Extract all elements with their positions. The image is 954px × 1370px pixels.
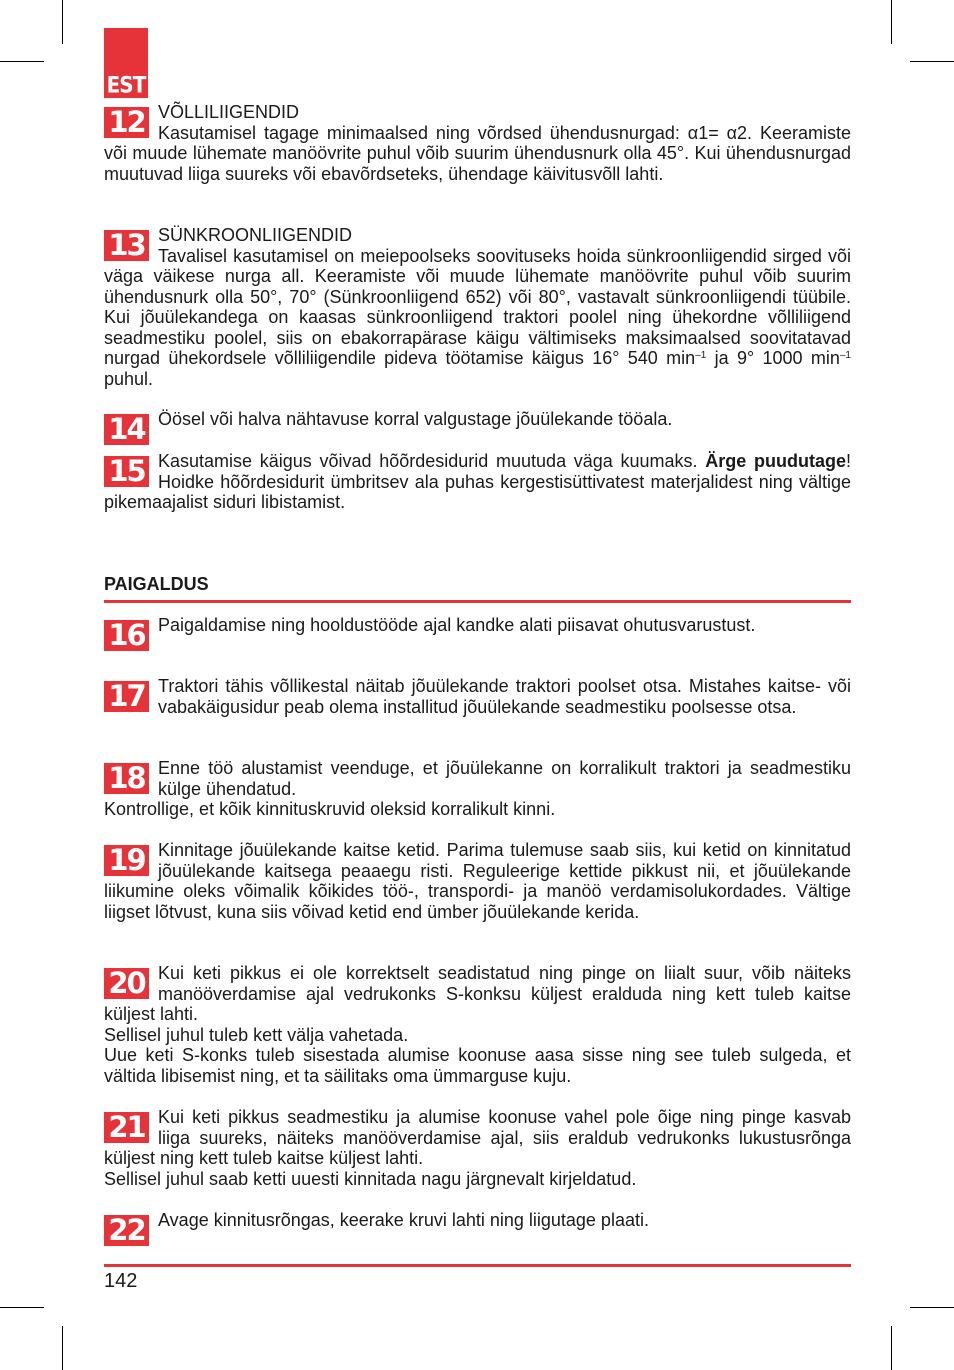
item-number: 16 [104,620,149,651]
footer-rule [104,1264,851,1267]
language-tab [104,28,148,98]
item-text: ! Hoidke hõõrdesidurit ümbritsev ala puhas kergestisüttivatest materjalidest ning vältige pikemaajalist siduri libistamist. [104,451,852,512]
item-number: 13 [104,230,149,261]
item-text: Paigaldamise ning hooldustööde ajal kandke alati piisavat ohutusvarustust. [158,615,756,635]
item-text: Traktori tähis võllikestal näitab jõuülekande traktori poolset otsa. Mistahes kaitse- või vabakäigusidur peab olema installitud jõuülekande seadmestiku poolsesse otsa. [158,676,851,717]
crop-mark [910,1307,954,1308]
item-number: 18 [104,763,149,794]
item-text: Kui keti pikkus seadmestiku ja alumise koonuse vahel pole õige ning pinge kasvab liiga suureks, näiteks manööverdamise ajal, siis eraldub vedrukonks lukustusrõnga küljest ning kett tuleb kaitse küljest lahti. [104,1107,851,1168]
item-number: 12 [104,107,149,138]
crop-mark [891,0,892,44]
crop-mark [62,1326,63,1370]
item-number: 14 [104,414,149,445]
warning-emphasis: Ärge puudutage [705,451,846,471]
crop-mark [0,61,44,62]
item-text: Sellisel juhul saab ketti uuesti kinnitada nagu järgnevalt kirjeldatud. [104,1168,637,1189]
item-text: Uue keti S-konks tuleb sisestada alumise koonuse aasa sisse ning see tuleb sulgeda, et vältida libisemist ning, et ta säilitaks oma ümmarguse kuju. [104,1045,851,1086]
item-16 [104,615,851,651]
item-text: Kui keti pikkus ei ole korrektselt seadistatud ning pinge on liialt suur, võib näiteks manööverdamise ajal vedrukonks S-konksu küljest eralduda ning kett tuleb kaitse küljest lahti. [104,963,851,1024]
item-number: 17 [104,681,149,712]
item-number: 21 [104,1112,149,1143]
item-number: 20 [104,968,149,999]
item-13 [104,225,851,389]
item-14 [104,409,851,445]
item-21 [104,1107,851,1189]
item-text: Kasutamise käigus võivad hõõrdesidurid muutuda väga kuumaks. [158,451,706,471]
item-text: Sellisel juhul tuleb kett välja vahetada. [104,1024,409,1045]
item-title: VÕLLILIIGENDID [158,102,300,122]
item-number: 15 [104,456,149,487]
item-text: Kontrollige, et kõik kinnituskruvid oleksid korralikult kinni. [104,799,556,819]
crop-mark [62,0,63,44]
item-18 [104,758,851,820]
crop-mark [0,1307,44,1308]
crop-mark [891,1326,892,1370]
item-15 [104,451,851,513]
section-title: PAIGALDUS [104,574,209,594]
item-text: Enne töö alustamist veenduge, et jõuülekanne on korralikult traktori ja seadmestiku külge ühendatud. [158,758,851,799]
superscript: –1 [839,350,851,361]
item-text: ja 9° 1000 min [706,348,840,368]
crop-mark [910,61,954,62]
item-19 [104,840,851,922]
section-rule [104,600,851,603]
superscript: –1 [695,350,707,361]
item-text: Avage kinnitusrõngas, keerake kruvi lahti ning liigutage plaati. [158,1210,649,1230]
item-number: 22 [104,1215,149,1246]
item-number: 19 [104,845,149,876]
item-text: puhul. [104,368,154,389]
page-number: 142 [104,1270,138,1292]
item-17 [104,676,851,717]
item-text: Kasutamisel tagage minimaalsed ning võrdsed ühendusnurgad: α1= α2. Keeramiste või muude lühemate manöövrite puhul võib suurim ühendusnurk olla 45°. Kui ühendusnurgad muutuvad liiga suureks või ebavõrdseteks, ühendage käivitusvõll lahti. [104,122,851,184]
item-text: Öösel või halva nähtavuse korral valgustage jõuülekande tööala. [158,409,673,429]
language-label: EST [106,71,146,99]
item-title: SÜNKROONLIIGENDID [158,225,353,245]
item-text: Tavalisel kasutamisel on meiepoolseks soovituseks hoida sünkroonliigendid sirged või väga väikese nurga all. Keeramiste või muude lühemate manöövrite puhul võib suurim ühendusnurk olla 50°, 70° (Sünkroonliigend 652) või 80°, vastavalt sünkroonliigendi tüübile. Kui jõuülekandega on kaasas sünkroonliigend traktori poolel ning ühekordne võlliliigend seadmestiku poolel, siis on ebakorrapärase käigu vältimiseks maksimaalsed soovitatavad nurgad ühekordsele võlliliigendile pideva töötamise käigus 16° 540 min [104,245,851,368]
item-text: Kinnitage jõuülekande kaitse ketid. Parima tulemuse saab siis, kui ketid on kinnitatud jõuülekande kaitsega peaaegu risti. Reguleerige kettide pikkust nii, et jõuülekande liikumine oleks võimalik kõikides töö-, transpordi- ja manöö verdamisolukordades. Vältige liigset lõtvust, kuna siis võivad ketid end ümber jõuülekande kerida. [104,840,851,922]
item-20 [104,963,851,1086]
item-12 [104,102,851,184]
item-22 [104,1210,851,1246]
